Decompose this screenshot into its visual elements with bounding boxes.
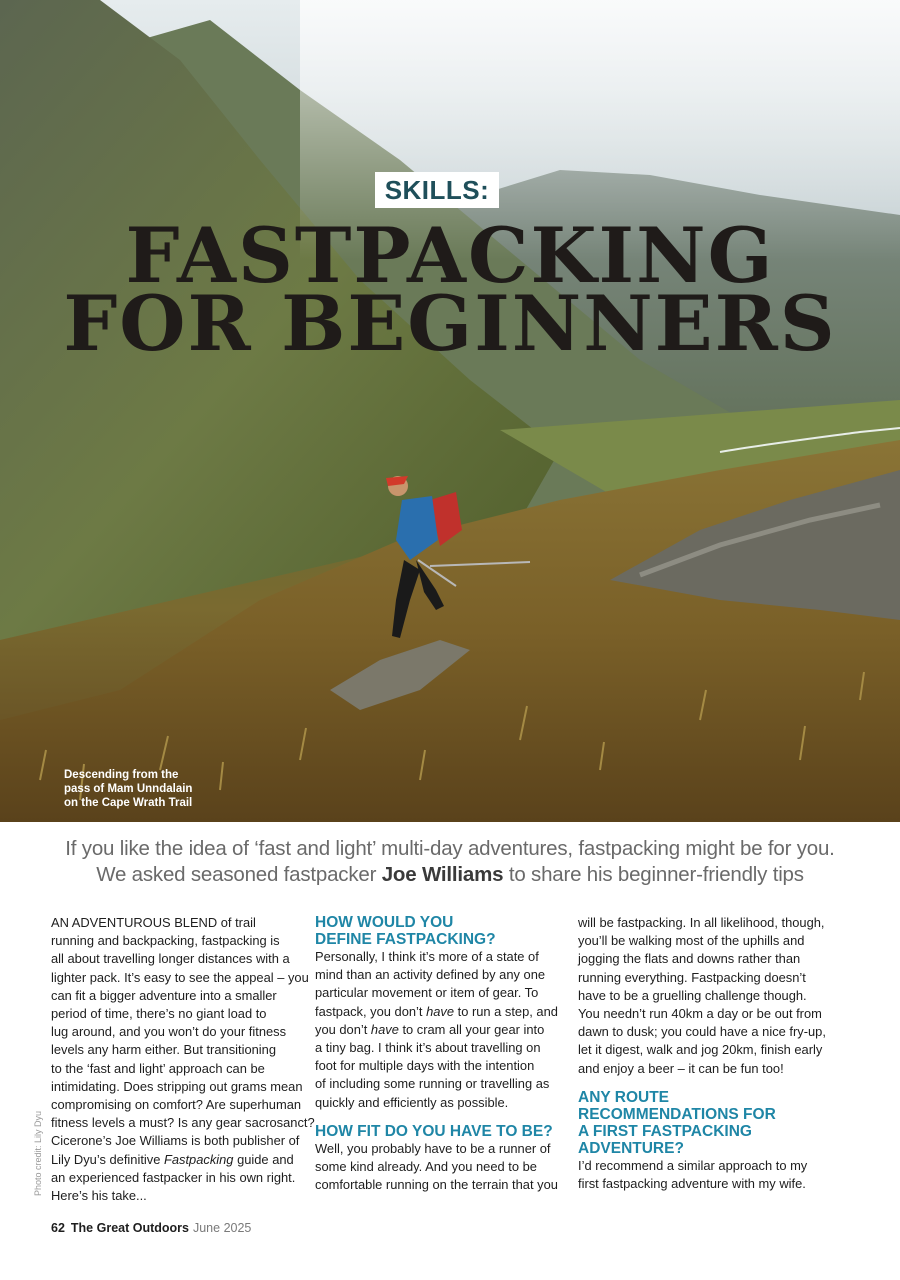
author-name: Joe Williams [381, 863, 504, 886]
subheading: A FIRST FASTPACKING [578, 1122, 752, 1140]
magazine-name: The Great Outdoors [70, 1221, 189, 1235]
body-line: lighter pack. It’s easy to see the appeal – you [51, 969, 309, 985]
body-line: running everything. Fastpacking doesn’t [578, 969, 806, 985]
body-line: fitness levels a must? Is any gear sacrosanct? [51, 1115, 315, 1131]
body-line: have to be a gruelling challenge though. [578, 987, 807, 1003]
body-line: lug around, and you won’t do your fitness [51, 1024, 287, 1040]
caption-line: on the Cape Wrath Trail [64, 797, 193, 809]
body-line: You needn’t run 40km a day or be out from [578, 1006, 822, 1022]
body-line: an experienced fastpacker in his own right. [51, 1169, 296, 1185]
body-line: Cicerone’s Joe Williams is both publisher of [51, 1133, 300, 1149]
subheading: HOW WOULD YOU [315, 914, 454, 931]
photo-caption [64, 768, 214, 810]
paragraph-gap [578, 1078, 828, 1089]
body-line: running and backpacking, fastpacking is [51, 933, 280, 949]
emphasis: have [426, 1003, 455, 1019]
body-line: and enjoy a beer – it can be fun too! [578, 1060, 784, 1076]
body-line: dawn to dusk; you could have a nice fry-up, [578, 1024, 826, 1040]
body-line: a tiny bag. I think it’s about travelling on [315, 1040, 541, 1056]
page-number: 62 [51, 1221, 65, 1235]
body-line: let it digest, walk and jog 20km, finish early [578, 1042, 823, 1058]
body-text: to cram all your gear into [398, 1021, 545, 1037]
subheading: ADVENTURE? [578, 1139, 684, 1157]
body-line: Well, you probably have to be a runner of [315, 1140, 551, 1156]
paragraph-gap [315, 1112, 565, 1123]
body-text: guide and [233, 1151, 294, 1167]
standfirst-line-2 [30, 862, 870, 888]
issue-date: June 2025 [192, 1221, 252, 1235]
body-text: you don’t [315, 1021, 371, 1037]
body-line: first fastpacking adventure with my wife. [578, 1176, 806, 1192]
body-line: quickly and efficiently as possible. [315, 1094, 509, 1110]
body-line: particular movement or item of gear. To [315, 985, 539, 1001]
photo-credit: Photo credit: Lily Dyu [33, 1110, 43, 1196]
body-line: intimidating. Does stripping out grams mean [51, 1078, 303, 1094]
standfirst-text: to share his beginner-friendly tips [503, 863, 804, 886]
body-line [51, 1151, 301, 1169]
caption-line: pass of Mam Unndalain [64, 783, 193, 795]
body-line: levels any harm either. But transitioning [51, 1042, 276, 1058]
subheading: HOW FIT DO YOU HAVE TO BE? [315, 1122, 553, 1140]
body-column-1 [51, 914, 315, 1205]
body-line [315, 1021, 565, 1039]
standfirst [30, 836, 870, 888]
body-column-3 [578, 914, 828, 1193]
standfirst-line-1: If you like the idea of ‘fast and light’ multi-day adventures, fastpacking might be for you. [65, 837, 835, 860]
body-line: I’d recommend a similar approach to my [578, 1157, 808, 1173]
body-line: AN ADVENTUROUS BLEND of trail [51, 915, 256, 930]
body-column-2 [315, 914, 565, 1194]
body-line: can fit a bigger adventure into a smaller [51, 987, 277, 1003]
body-line: mind than an activity defined by any one [315, 967, 546, 983]
body-line: Personally, I think it’s more of a state of [315, 949, 539, 964]
subheading: ANY ROUTE [578, 1088, 670, 1106]
body-line: comfortable running on the terrain that you [315, 1177, 558, 1193]
body-text: fastpack, you don’t [315, 1003, 427, 1019]
body-line: of including some running or travelling as [315, 1076, 550, 1092]
body-line: compromising on comfort? Are superhuman [51, 1097, 302, 1113]
body-line: some kind already. And you need to be [315, 1159, 537, 1175]
body-line: will be fastpacking. In all likelihood, though, [578, 915, 825, 930]
subheading: DEFINE FASTPACKING? [315, 931, 496, 948]
body-line [315, 1003, 565, 1021]
emphasis: have [370, 1021, 399, 1037]
page-footer [51, 1220, 251, 1236]
body-line: to the ‘fast and light’ approach can be [51, 1060, 265, 1076]
body-line: Here’s his take... [51, 1188, 147, 1204]
body-line: you’ll be walking most of the uphills and [578, 933, 805, 949]
headline-line-2: FOR BEGINNERS [63, 279, 837, 368]
body-line: period of time, there’s no giant load to [51, 1006, 267, 1022]
section-label: SKILLS: [375, 172, 499, 208]
body-line: jogging the flats and downs rather than [578, 951, 801, 967]
body-line: foot for multiple days with the intention [315, 1058, 535, 1074]
body-line: all about travelling longer distances with a [51, 951, 290, 967]
book-title: Fastpacking [163, 1151, 234, 1167]
subheading: RECOMMENDATIONS FOR [578, 1105, 776, 1123]
body-text: Lily Dyu’s definitive [51, 1151, 164, 1167]
caption-line: Descending from the [64, 769, 179, 781]
headline-line-1: FASTPACKING [125, 211, 775, 300]
body-text: to run a step, and [454, 1003, 558, 1019]
standfirst-text: We asked seasoned fastpacker [96, 863, 382, 886]
